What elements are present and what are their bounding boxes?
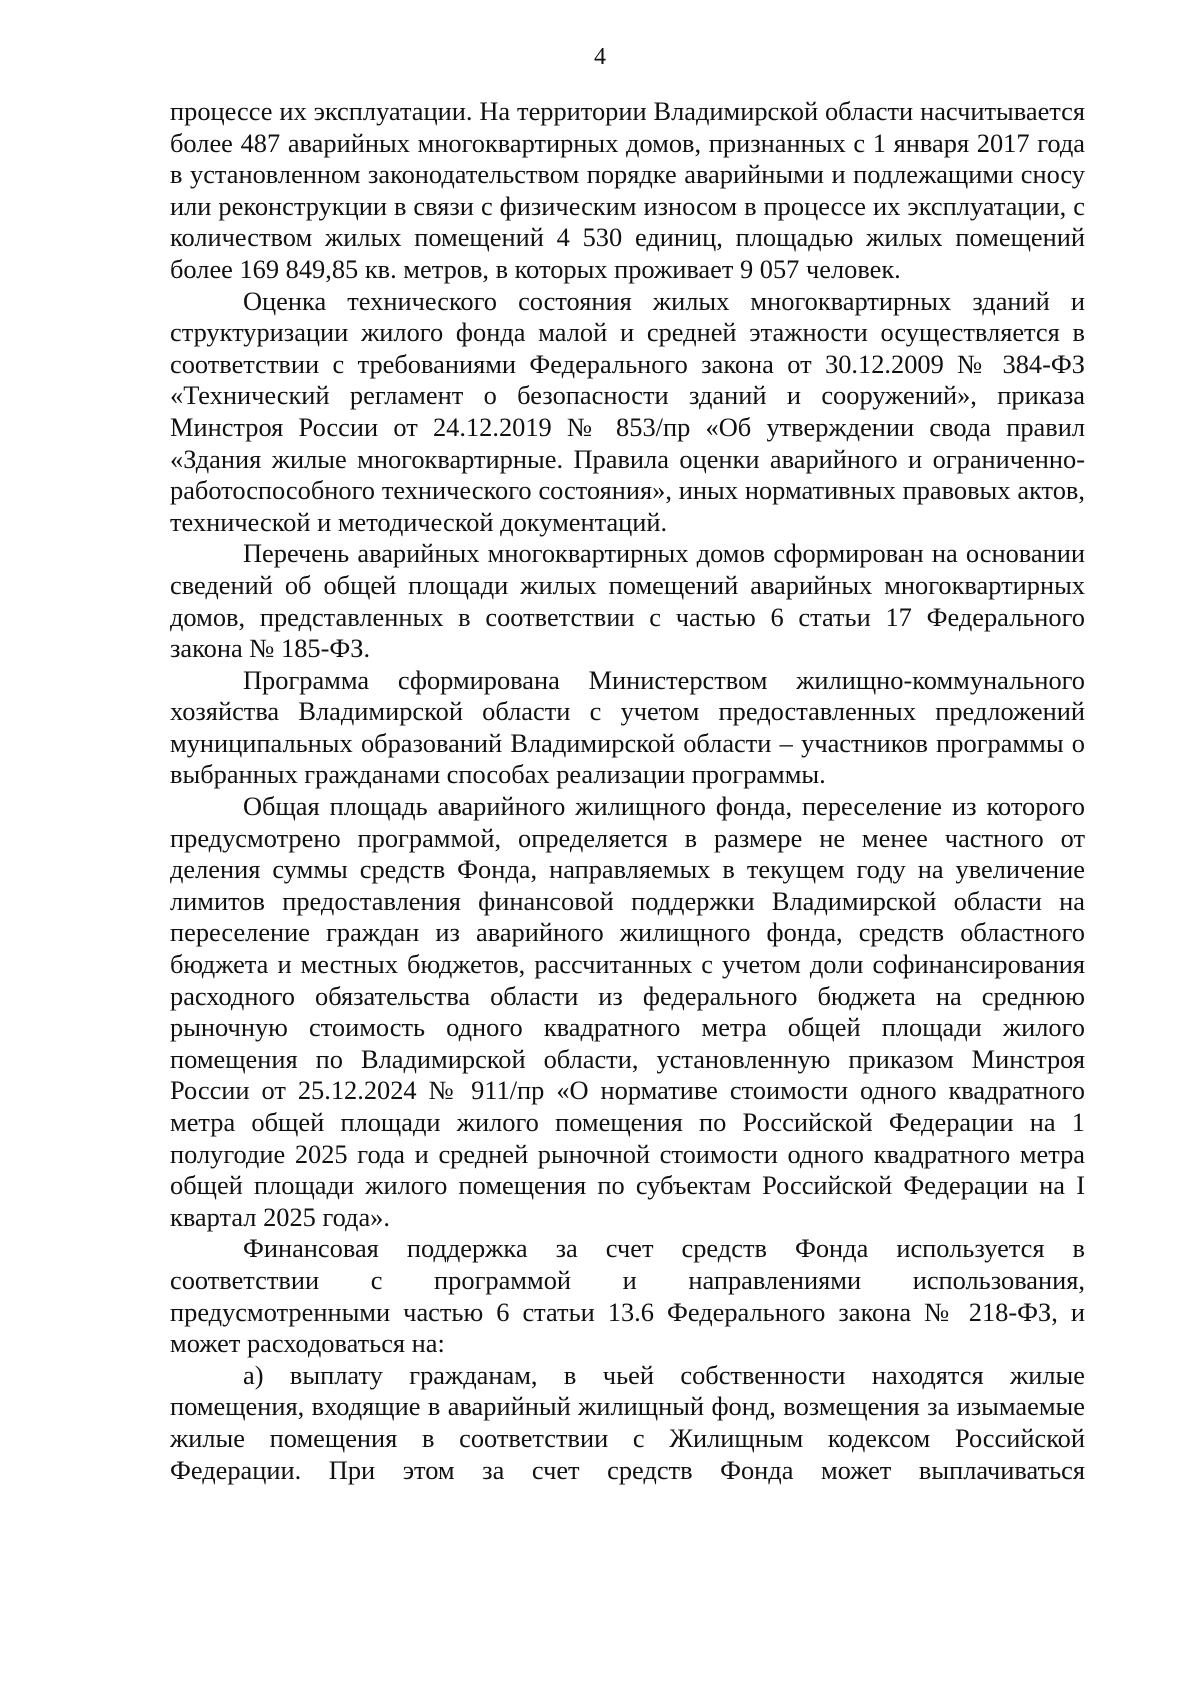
paragraph-2: Оценка технического состояния жилых многоквартирных зданий и структуризации жилого фонда малой и средней этажности осуществляется в соответствии с требованиями Федерального закона от 30.12.2009 № 384-ФЗ «Технический регламент о безопасности зданий и сооружений», приказа Минстроя России от 24.12.2019 № 853/пр «Об утверждении свода правил «Здания жилые многоквартирные. Правила оценки аварийного и ограниченно-работоспособного технического состояния», иных нормативных правовых актов, технической и методической документаций.	[170, 285, 1085, 537]
paragraph-7: а) выплату гражданам, в чьей собственности находятся жилые помещения, входящие в аварийный жилищный фонд, возмещения за изымаемые жилые помещения в соответствии с Жилищным кодексом Российской Федерации. При этом за счет средств Фонда может выплачиваться	[170, 1359, 1085, 1485]
paragraph-1: процессе их эксплуатации. На территории Владимирской области насчитывается более 487 аварийных многоквартирных домов, признанных с 1 января 2017 года в установленном законодательством порядке аварийными и подлежащими сносу или реконструкции в связи с физическим износом в процессе их эксплуатации, с количеством жилых помещений 4 530 единиц, площадью жилых помещений более 169 849,85 кв. метров, в которых проживает 9 057 человек.	[170, 96, 1085, 284]
paragraph-4: Программа сформирована Министерством жилищно-коммунального хозяйства Владимирской области с учетом предоставленных предложений муниципальных образований Владимирской области – участников программы о выбранных гражданами способах реализации программы.	[170, 664, 1085, 790]
document-body	[170, 96, 1085, 1486]
paragraph-5: Общая площадь аварийного жилищного фонда, переселение из которого предусмотрено программой, определяется в размере не менее частного от деления суммы средств Фонда, направляемых в текущем году на увеличение лимитов предоставления финансовой поддержки Владимирской области на переселение граждан из аварийного жилищного фонда, средств областного бюджета и местных бюджетов, рассчитанных с учетом доли софинансирования расходного обязательства области из федерального бюджета на среднюю рыночную стоимость одного квадратного метра общей площади жилого помещения по Владимирской области, установленную приказом Минстроя России от 25.12.2024 № 911/пр «О нормативе стоимости одного квадратного метра общей площади жилого помещения по Российской Федерации на 1 полугодие 2025 года и средней рыночной стоимости одного квадратного метра общей площади жилого помещения по субъектам Российской Федерации на I квартал 2025 года».	[170, 791, 1085, 1232]
page-number: 4	[594, 44, 606, 70]
paragraph-6: Финансовая поддержка за счет средств Фонда используется в соответствии с программой и направлениями использования, предусмотренными частью 6 статьи 13.6 Федерального закона № 218-ФЗ, и может расходоваться на:	[170, 1233, 1085, 1359]
paragraph-3: Перечень аварийных многоквартирных домов сформирован на основании сведений об общей площади жилых помещений аварийных многоквартирных домов, представленных в соответствии с частью 6 статьи 17 Федерального закона № 185-ФЗ.	[170, 538, 1085, 664]
